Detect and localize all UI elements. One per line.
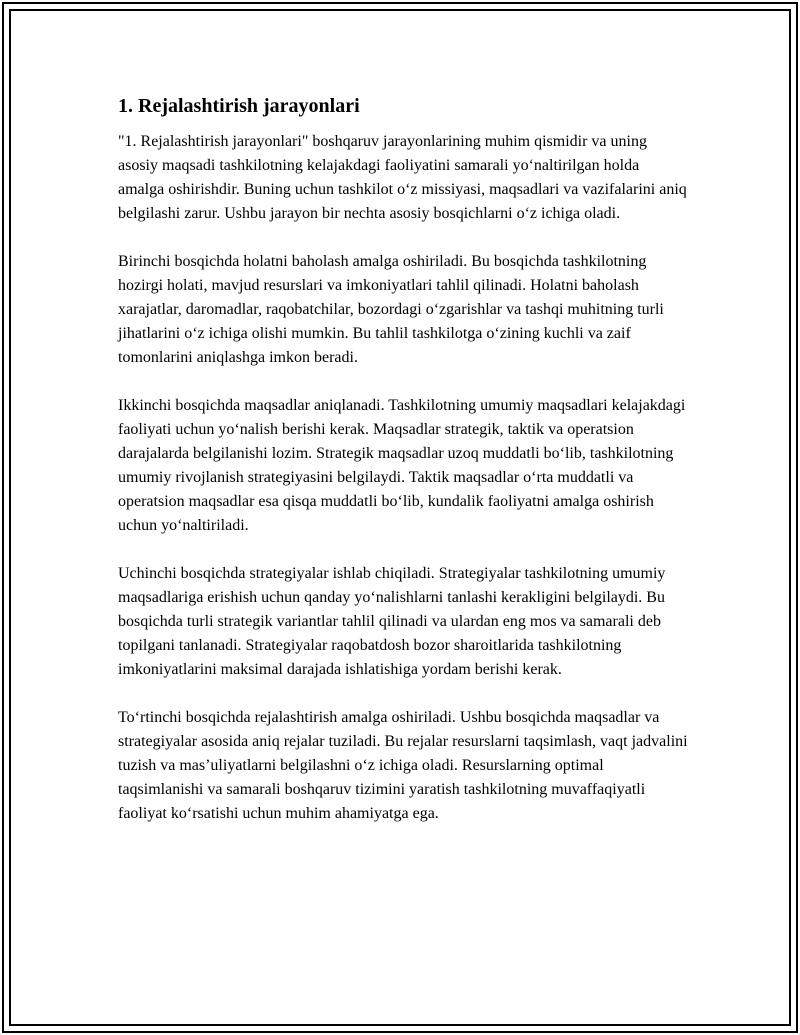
paragraph-stage-2: Ikkinchi bosqichda maqsadlar aniqlanadi. Tashkilotning umumiy maqsadlari kelajakdagi faoliyati uchun yo‘nalish berishi kerak. Maqsadlar strategik, taktik va operatsion darajalarda belgilanishi lozim. Strategik maqsadlar uzoq muddatli bo‘lib, tashkilotning umumiy rivojlanish strategiyasini belgilaydi. Taktik maqsadlar o‘rta muddatli va operatsion maqsadlar esa qisqa muddatli bo‘lib, kundalik faoliyatni amalga oshirish uchun yo‘naltiriladi. <box>118 397 686 534</box>
paragraph-stage-4: To‘rtinchi bosqichda rejalashtirish amalga oshiriladi. Ushbu bosqichda maqsadlar va strategiyalar asosida aniq rejalar tuziladi. Bu rejalar resurslarni taqsimlash, vaqt jadvalini tuzish va mas’uliyatlarni belgilashni o‘z ichiga oladi. Resurslarning optimal taqsimlanishi va samarali boshqaruv tizimini yaratish tashkilotning muvaffaqiyatli faoliyat ko‘rsatishi uchun muhim ahamiyatga ega. <box>118 709 688 822</box>
paragraph-stage-1: Birinchi bosqichda holatni baholash amalga oshiriladi. Bu bosqichda tashkilotning hozirgi holati, mavjud resurslari va imkoniyatlari tahlil qilinadi. Holatni baholash xarajatlar, daromadlar, raqobatchilar, bozordagi o‘zgarishlar va tashqi muhitning turli jihatlarini o‘z ichiga olishi mumkin. Bu tahlil tashkilotga o‘zining kuchli va zaif tomonlarini aniqlashga imkon beradi. <box>118 253 664 366</box>
paragraph-intro: "1. Rejalashtirish jarayonlari" boshqaruv jarayonlarining muhim qismidir va uning asosiy maqsadi tashkilotning kelajakdagi faoliyatini samarali yo‘naltirilgan holda amalga oshirishdir. Buning uchun tashkilot o‘z missiyasi, maqsadlari va vazifalarini aniq belgilashi zarur. Ushbu jarayon bir nechta asosiy bosqichlarni o‘z ichiga oladi. <box>118 133 687 222</box>
paragraph-stage-3: Uchinchi bosqichda strategiyalar ishlab chiqiladi. Strategiyalar tashkilotning umumiy maqsadlariga erishish uchun qanday yo‘nalishlarni tanlashi kerakligini belgilaydi. Bu bosqichda turli strategik variantlar tahlil qilinadi va ulardan eng mos va samarali deb topilgani tanlanadi. Strategiyalar raqobatdosh bozor sharoitlarida tashkilotning imkoniyatlarini maksimal darajada ishlatishiga yordam berishi kerak. <box>118 565 666 678</box>
document-body <box>118 92 688 850</box>
section-heading: 1. Rejalashtirish jarayonlari <box>118 95 360 117</box>
